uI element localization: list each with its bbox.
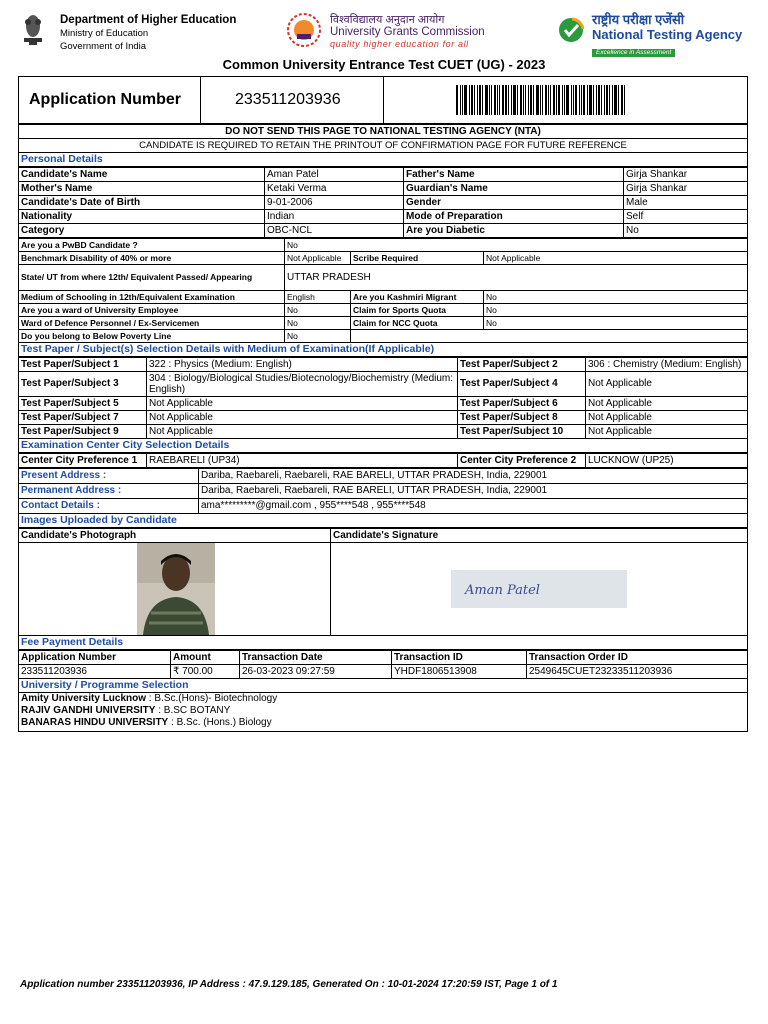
nta-english: National Testing Agency <box>592 27 743 42</box>
footer-info: Application number 233511203936, IP Address : 47.9.129.185, Generated On : 10-01-2024 17:20:59 IST, Page 1 of 1 <box>20 979 558 990</box>
paper-label: Test Paper/Subject 4 <box>458 372 586 397</box>
test-paper-row <box>19 372 748 397</box>
university-item <box>21 717 745 729</box>
nta-hindi: राष्ट्रीय परीक्षा एजेंसी <box>592 12 685 27</box>
field-value: Male <box>624 196 748 210</box>
field-value: OBC-NCL <box>265 224 404 238</box>
field-label: Guardian's Name <box>404 182 624 196</box>
state-value: UTTAR PRADESH <box>285 265 748 291</box>
paper-label: Test Paper/Subject 9 <box>19 425 147 439</box>
field-label: Are you Kashmiri Migrant <box>351 291 484 304</box>
field-label: Category <box>19 224 265 238</box>
signature-label: Candidate's Signature <box>331 529 748 543</box>
application-number-table <box>18 76 748 124</box>
page-title: Common University Entrance Test CUET (UG) - 2023 <box>222 57 546 72</box>
paper-label: Test Paper/Subject 5 <box>19 397 147 411</box>
photo-label: Candidate's Photograph <box>19 529 331 543</box>
fee-value: 2549645CUET23233511203936 <box>527 665 748 679</box>
field-label: Candidate's Name <box>19 168 265 182</box>
field-label: Are you a ward of University Employee <box>19 304 285 317</box>
center-pref1-label: Center City Preference 1 <box>19 454 147 468</box>
field-value: Self <box>624 210 748 224</box>
ministry-line2: Ministry of Education <box>60 28 149 39</box>
candidate-photo <box>137 543 215 635</box>
ministry-line1: Department of Higher Education <box>60 14 237 26</box>
field-value: 9-01-2006 <box>265 196 404 210</box>
university-name: Amity University Lucknow <box>21 693 147 704</box>
personal-row <box>19 210 748 224</box>
field-label: Mode of Preparation <box>404 210 624 224</box>
paper-value: Not Applicable <box>586 411 748 425</box>
field-label: Mother's Name <box>19 182 265 196</box>
fee-payment-table <box>18 650 748 679</box>
field-label: Candidate's Date of Birth <box>19 196 265 210</box>
permanent-address-label: Permanent Address : <box>19 484 199 499</box>
application-number-value: 233511203936 <box>201 77 384 124</box>
fee-header: Transaction ID <box>392 651 527 665</box>
candidate-signature <box>451 570 627 608</box>
benchmark-disability-value: Not Applicable <box>285 252 351 265</box>
test-paper-row <box>19 425 748 439</box>
bpl-value: No <box>285 330 351 343</box>
fee-value: YHDF1806513908 <box>392 665 527 679</box>
test-papers-table <box>18 357 748 439</box>
section-center-city: Examination Center City Selection Details <box>18 439 748 453</box>
fee-header: Transaction Order ID <box>527 651 748 665</box>
field-value: Aman Patel <box>265 168 404 182</box>
notice-do-not-send: DO NOT SEND THIS PAGE TO NATIONAL TESTING AGENCY (NTA) <box>19 125 748 139</box>
section-personal-details: Personal Details <box>18 153 748 167</box>
center-pref2-label: Center City Preference 2 <box>458 454 586 468</box>
paper-value: 306 : Chemistry (Medium: English) <box>586 358 748 372</box>
paper-label: Test Paper/Subject 8 <box>458 411 586 425</box>
field-label: Are you Diabetic <box>404 224 624 238</box>
pwbd-value: No <box>285 239 748 252</box>
programme-name: : B.Sc. (Hons.) Biology <box>168 717 272 728</box>
ugc-hindi: विश्वविद्यालय अनुदान आयोग <box>330 14 445 26</box>
field-label: Father's Name <box>404 168 624 182</box>
test-paper-row <box>19 358 748 372</box>
programme-name: : B.SC BOTANY <box>155 705 231 716</box>
paper-label: Test Paper/Subject 1 <box>19 358 147 372</box>
paper-value: Not Applicable <box>586 425 748 439</box>
field-value: Ketaki Verma <box>265 182 404 196</box>
additional-row <box>19 317 748 330</box>
university-item <box>21 705 745 717</box>
ugc-block <box>330 14 485 50</box>
fee-value: ₹ 700.00 <box>171 665 240 679</box>
paper-label: Test Paper/Subject 2 <box>458 358 586 372</box>
national-emblem-icon <box>20 12 46 46</box>
test-paper-row <box>19 411 748 425</box>
personal-row <box>19 182 748 196</box>
university-name: RAJIV GANDHI UNIVERSITY <box>21 705 156 716</box>
field-value: Girja Shankar <box>624 168 748 182</box>
photo-cell <box>19 543 331 636</box>
contact-details-label: Contact Details : <box>19 499 199 514</box>
field-label: Claim for Sports Quota <box>351 304 484 317</box>
fee-value: 233511203936 <box>19 665 171 679</box>
paper-label: Test Paper/Subject 7 <box>19 411 147 425</box>
section-images: Images Uploaded by Candidate <box>18 514 748 528</box>
nta-check-icon <box>558 17 584 43</box>
notice-table <box>18 124 748 153</box>
paper-value: Not Applicable <box>147 411 458 425</box>
notice-retain-printout: CANDIDATE IS REQUIRED TO RETAIN THE PRINTOUT OF CONFIRMATION PAGE FOR FUTURE REFERENCE <box>19 139 748 153</box>
state-label: State/ UT from where 12th/ Equivalent Passed/ Appearing <box>19 265 285 291</box>
field-value: No <box>624 224 748 238</box>
field-value: No <box>484 291 748 304</box>
section-test-papers: Test Paper / Subject(s) Selection Details with Medium of Examination(If Applicable) <box>18 343 748 357</box>
ministry-line3: Government of India <box>60 41 147 52</box>
university-list <box>18 693 748 732</box>
images-table <box>18 528 748 636</box>
field-label: Ward of Defence Personnel / Ex-Servicemen <box>19 317 285 330</box>
scribe-label: Scribe Required <box>351 252 484 265</box>
additional-details-table <box>18 238 748 343</box>
contact-details-value: ama*********@gmail.com , 955****548 , 955****548 <box>199 499 748 514</box>
paper-label: Test Paper/Subject 6 <box>458 397 586 411</box>
field-value: No <box>285 317 351 330</box>
center-pref2-value: LUCKNOW (UP25) <box>586 454 748 468</box>
nta-tagline: Excellence in Assessment <box>592 49 675 57</box>
field-label: Medium of Schooling in 12th/Equivalent Examination <box>19 291 285 304</box>
field-label: Claim for NCC Quota <box>351 317 484 330</box>
personal-row <box>19 196 748 210</box>
university-item <box>21 693 745 705</box>
personal-row <box>19 224 748 238</box>
barcode-icon <box>456 85 745 115</box>
nta-block <box>592 12 742 57</box>
fee-header: Transaction Date <box>240 651 392 665</box>
center-pref1-value: RAEBARELI (UP34) <box>147 454 458 468</box>
bpl-empty <box>351 330 748 343</box>
signature-text: Aman Patel <box>465 583 540 598</box>
address-table <box>18 468 748 514</box>
personal-details-table <box>18 167 748 238</box>
document-header <box>0 0 768 56</box>
fee-value: 26-03-2023 09:27:59 <box>240 665 392 679</box>
field-value: No <box>484 317 748 330</box>
paper-value: Not Applicable <box>586 397 748 411</box>
field-value: Girja Shankar <box>624 182 748 196</box>
present-address-label: Present Address : <box>19 469 199 484</box>
present-address-value: Dariba, Raebareli, Raebareli, RAE BARELI, UTTAR PRADESH, India, 229001 <box>199 469 748 484</box>
application-number-label: Application Number <box>19 77 201 124</box>
personal-row <box>19 168 748 182</box>
paper-value: Not Applicable <box>147 397 458 411</box>
benchmark-disability-label: Benchmark Disability of 40% or more <box>19 252 285 265</box>
paper-value: 322 : Physics (Medium: English) <box>147 358 458 372</box>
pwbd-label: Are you a PwBD Candidate ? <box>19 239 285 252</box>
field-label: Nationality <box>19 210 265 224</box>
field-label: Gender <box>404 196 624 210</box>
fee-header: Application Number <box>19 651 171 665</box>
paper-value: 304 : Biology/Biological Studies/Biotecnology/Biochemistry (Medium: English) <box>147 372 458 397</box>
additional-row <box>19 304 748 317</box>
signature-cell <box>331 543 748 636</box>
ugc-tagline: quality higher education for all <box>330 39 469 49</box>
paper-value: Not Applicable <box>586 372 748 397</box>
additional-row <box>19 291 748 304</box>
field-value: No <box>484 304 748 317</box>
university-name: BANARAS HINDU UNIVERSITY <box>21 717 169 728</box>
bpl-label: Do you belong to Below Poverty Line <box>19 330 285 343</box>
ugc-logo-icon <box>286 12 322 48</box>
paper-value: Not Applicable <box>147 425 458 439</box>
scribe-value: Not Applicable <box>484 252 748 265</box>
programme-name: : B.Sc.(Hons)- Biotechnology <box>146 693 278 704</box>
ministry-block <box>60 14 236 53</box>
test-paper-row <box>19 397 748 411</box>
section-university: University / Programme Selection <box>18 679 748 693</box>
barcode-cell <box>384 77 748 124</box>
section-fee-payment: Fee Payment Details <box>18 636 748 650</box>
ugc-english: University Grants Commission <box>330 26 485 38</box>
paper-label: Test Paper/Subject 10 <box>458 425 586 439</box>
permanent-address-value: Dariba, Raebareli, Raebareli, RAE BARELI, UTTAR PRADESH, India, 229001 <box>199 484 748 499</box>
field-value: Indian <box>265 210 404 224</box>
field-value: No <box>285 304 351 317</box>
center-city-table <box>18 453 748 468</box>
paper-label: Test Paper/Subject 3 <box>19 372 147 397</box>
confirmation-form <box>18 76 748 732</box>
field-value: English <box>285 291 351 304</box>
fee-header: Amount <box>171 651 240 665</box>
